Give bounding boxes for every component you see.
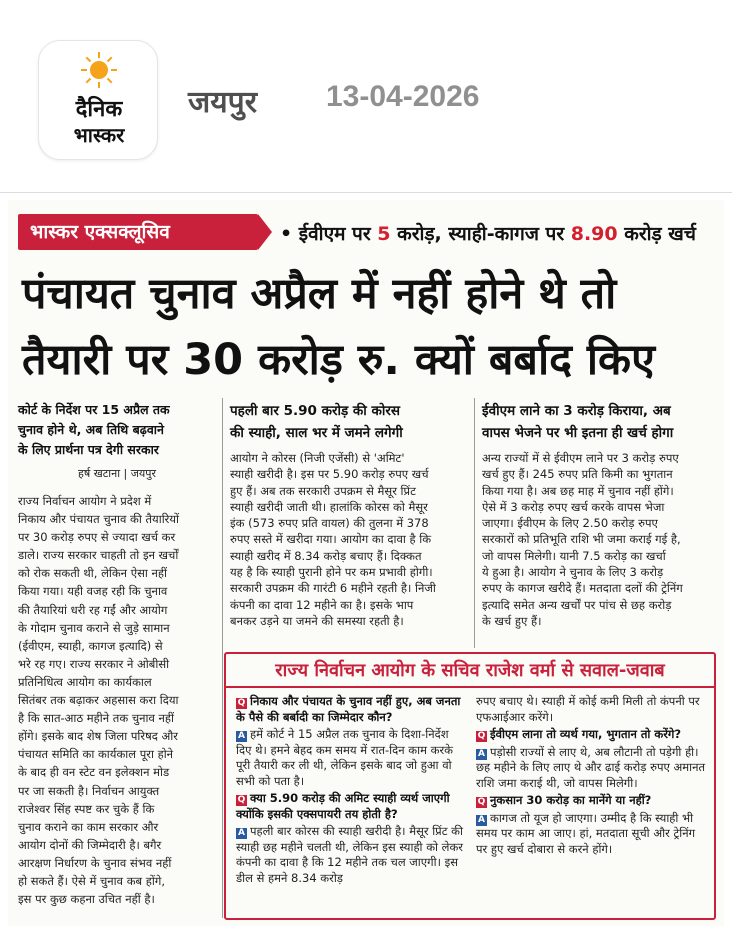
body-line: हुए हैं। अब तक सरकारी उपक्रम से मैसूर प्रिंट <box>230 483 416 498</box>
col2-heading <box>230 400 470 444</box>
col2-heading-line: पहली बार 5.90 करोड़ की कोरस <box>230 403 401 419</box>
qa-text: पड़ोसी राज्यों से लाए थे, अब लौटानी तो पड़ेगी ही। छह महीने के लिए लाए थे और ढाई करोड़ रुपए अमानत राशि जमा कराई थी, जो वापस मिलेगी। <box>476 744 706 790</box>
dainik-bhaskar-logo[interactable] <box>38 40 158 160</box>
qa-answer <box>236 824 466 886</box>
body-line: ये हुआ है। आयोग ने चुनाव के लिए 3 करोड़ <box>482 565 664 580</box>
edition-date[interactable]: 13-04-2026 <box>326 80 480 113</box>
question-tag: Q <box>237 698 246 708</box>
body-line: किया गया। यही वजह रही कि चुनाव <box>18 584 168 599</box>
col1-heading-line: कोर्ट के निर्देश पर 15 अप्रैल तक <box>18 402 170 417</box>
body-line: स्याही खरीद में 8.34 करोड़ बचाए हैं। दिक्कत <box>230 548 422 563</box>
qa-box <box>224 652 716 920</box>
body-line: स्याही खरीदी है। इस पर 5.90 करोड़ रुपए खर्च <box>230 467 429 482</box>
col3-body <box>482 450 716 629</box>
col1-heading <box>18 400 218 460</box>
body-line: रुपए के कागज खरीदे हैं। मतदाता दलों की ट्रेनिंग <box>482 581 683 596</box>
col3-heading-line: ईवीएम लाने का 3 करोड़ किराया, अब <box>482 403 671 419</box>
qa-question <box>476 727 706 743</box>
body-line: राजेश्वर सिंह स्पष्ट कर चुके हैं कि <box>18 801 155 816</box>
answer-tag: A <box>236 731 247 742</box>
qa-question <box>476 793 706 809</box>
strap-number: 5 <box>377 223 391 245</box>
qa-text: पहली बार कोरस की स्याही खरीदी है। मैसूर प्रिंट की स्याही छह महीने चलती थी, लेकिन इस स्याही को लेकर कंपनी का दावा है कि 12 महीने तक चल जाएगी। इस डील से हमने 8.34 करोड़ <box>236 824 463 885</box>
column-divider <box>222 648 223 918</box>
body-line: आयोग दोनों की जिम्मेदारी है। बगैर <box>18 837 162 852</box>
answer-tag: A <box>476 749 487 760</box>
column-divider <box>222 398 223 648</box>
qa-answer <box>236 727 466 789</box>
qa-answer <box>476 694 706 725</box>
body-line: अन्य राज्यों में से ईवीएम लाने पर 3 करोड़ रुपए <box>482 451 679 465</box>
body-line: सरकारी उपक्रम की गारंटी 6 महीने रहती है। निजी <box>230 581 436 596</box>
body-line: सितंबर तक बढ़ाकर अहसास करा दिया <box>18 693 179 708</box>
app-header <box>0 0 732 192</box>
qa-text: हमें कोर्ट ने 15 अप्रैल तक चुनाव के दिशा-निर्देश दिए थे। हमने बेहद कम समय में रात-दिन काम करके पूरी तैयारी कर ली थी, लेकिन इसके बाद जो हुआ वो सभी को पता है। <box>236 727 454 788</box>
col3-heading-line: वापस भेजने पर भी इतना ही खर्च होगा <box>482 425 674 441</box>
body-line: जो वापस मिलेगी। यानी 7.5 करोड़ का खर्चा <box>482 548 666 563</box>
edition-city[interactable]: जयपुर <box>188 85 257 120</box>
headline-line-2: तैयारी पर 30 करोड़ रु. क्यों बर्बाद किए <box>22 335 655 385</box>
col1-body <box>18 492 218 908</box>
answer-tag: A <box>236 828 247 839</box>
qa-text: कागज तो यूज हो जाएगा। उम्मीद है कि स्याही भी समय पर काम आ जाए। हां, मतदाता सूची और ट्रेनिंग पर हुए खर्च दोबारा से करने होंगे। <box>476 810 696 856</box>
col3-heading <box>482 400 718 444</box>
qa-text: रुपए बचाए थे। स्याही में कोई कमी मिली तो कंपनी पर एफआईआर करेंगे। <box>476 694 700 724</box>
byline: हर्ष खटाना | जयपुर <box>78 467 157 480</box>
question-tag: Q <box>477 731 486 741</box>
body-line: किया गया है। अब छह माह में चुनाव नहीं होंगे। <box>482 483 674 498</box>
body-line: को रोक सकती थी, लेकिन ऐसा नहीं <box>18 566 167 581</box>
body-line: की तैयारियां धरी रह गईं और आयोग <box>18 602 168 617</box>
exclusive-tag: भास्कर एक्सक्लूसिव <box>18 214 258 250</box>
strap-part: करोड़ खर्च <box>617 223 696 245</box>
qa-text: ईवीएम लाना तो व्यर्थ गया, भुगतान तो करेंगे? <box>490 727 682 741</box>
headline-line-1: पंचायत चुनाव अप्रैल में नहीं होने थे तो <box>22 269 617 319</box>
qa-title: राज्य निर्वाचन आयोग के सचिव राजेश वर्मा से सवाल-जवाब <box>226 654 714 688</box>
question-tag: Q <box>237 795 246 805</box>
body-line: डाले। राज्य सरकार चाहती तो इन खर्चों <box>18 548 179 563</box>
qa-answer <box>476 745 706 792</box>
qa-left-column <box>236 694 466 888</box>
header-divider <box>0 192 732 193</box>
body-line: पर जा सकती है। निर्वाचन आयुक्त <box>18 783 160 798</box>
body-line: इस पर कुछ कहना उचित नहीं है। <box>18 892 155 907</box>
body-line: के बाद ही वन स्टेट वन इलेक्शन मोड <box>18 765 170 780</box>
col1-heading-line: के लिए प्रार्थना पत्र देगी सरकार <box>18 442 159 457</box>
sun-logo-icon <box>80 51 118 89</box>
column-divider <box>474 398 475 648</box>
col1-heading-line: चुनाव होने थे, अब तिथि बढ़वाने <box>18 422 164 437</box>
news-clipping <box>8 200 724 926</box>
body-line: रुपए सस्ते में खरीदा गया। आयोग का दावा है कि <box>230 532 432 547</box>
body-line: पर 30 करोड़ रुपए से ज्यादा खर्च कर <box>18 530 176 545</box>
body-line: है कि सात-आठ महीने तक चुनाव नहीं <box>18 711 174 726</box>
body-line: आरक्षण निर्धारण के चुनाव संभव नहीं <box>18 855 172 870</box>
answer-tag: A <box>476 815 487 826</box>
body-line: इंक (573 रुपए प्रति वायल) की तुलना में 378 <box>230 516 429 531</box>
body-line: ऐसे में 3 करोड़ रुपए खर्च करके वापस भेजा <box>482 499 665 514</box>
qa-answer <box>476 811 706 858</box>
qa-question <box>236 791 466 822</box>
qa-right-column <box>476 694 706 859</box>
body-line: बनकर उड़ने या जमने की समस्या रहती है। <box>230 613 404 628</box>
body-line: इत्यादि समेत अन्य खर्चों पर पांच से छह करोड़ <box>482 597 672 612</box>
body-line: (ईवीएम, स्याही, कागज इत्यादि) से <box>18 638 163 653</box>
logo-line-1: दैनिक <box>75 97 123 122</box>
col2-body <box>230 450 470 629</box>
body-line: सरकारों को प्रतिभूति राशि भी जमा कराई गई है, <box>482 532 681 547</box>
body-line: प्रतिनिधित्व आयोग का कार्यकाल <box>18 674 152 689</box>
body-line: राज्य निर्वाचन आयोग ने प्रदेश में <box>18 494 152 508</box>
body-line: के खर्च हुए हैं। <box>482 613 542 628</box>
body-line: के गोदाम चुनाव कराने से जुड़े सामान <box>18 620 170 635</box>
body-line: आयोग ने कोरस (निजी एजेंसी) से 'अमिट' <box>230 451 405 465</box>
body-line: चुनाव कराने का काम सरकार और <box>18 819 159 834</box>
body-line: खर्च हुए हैं। 245 रुपए प्रति किमी का भुगतान <box>482 467 673 482</box>
body-line: भरे रह गए। राज्य सरकार ने ओबीसी <box>18 656 170 671</box>
qa-text: क्या 5.90 करोड़ की अमिट स्याही व्यर्थ जाएगी क्योंकि इसकी एक्सपायरी तय होती है? <box>236 791 450 821</box>
body-line: कंपनी का दावा 12 महीने का है। इसके भाप <box>230 597 414 612</box>
qa-text: निकाय और पंचायत के चुनाव नहीं हुए, अब जनता के पैसे की बर्बादी का जिम्मेदार कौन? <box>236 694 461 724</box>
body-line: स्याही खरीदी जाती थी। हालांकि कोरस को मैसूर <box>230 499 428 514</box>
qa-text: नुकसान 30 करोड़ का मानेंगे या नहीं? <box>490 793 652 807</box>
strap-line <box>280 220 696 246</box>
qa-question <box>236 694 466 725</box>
body-line: पंचायत समिति का कार्यकाल पूरा होने <box>18 747 174 762</box>
col2-heading-line: की स्याही, साल भर में जमने लगेगी <box>230 425 403 441</box>
strap-number: 8.90 <box>570 223 618 245</box>
body-line: हो सकते हैं। ऐसे में चुनाव कब होंगे, <box>18 873 165 888</box>
body-line: जाएगा। ईवीएम के लिए 2.50 करोड़ रुपए <box>482 516 658 531</box>
strap-part: करोड़, स्याही-कागज पर <box>390 223 571 245</box>
body-line: होंगे। इसके बाद शेष जिला परिषद और <box>18 729 178 744</box>
strap-part: • ईवीएम पर <box>280 223 378 245</box>
question-tag: Q <box>477 797 486 807</box>
body-line: यह है कि स्याही पुरानी होने पर कम प्रभावी होगी। <box>230 565 433 580</box>
body-line: निकाय और पंचायत चुनाव की तैयारियों <box>18 512 180 527</box>
logo-line-2: भास्कर <box>73 123 125 147</box>
